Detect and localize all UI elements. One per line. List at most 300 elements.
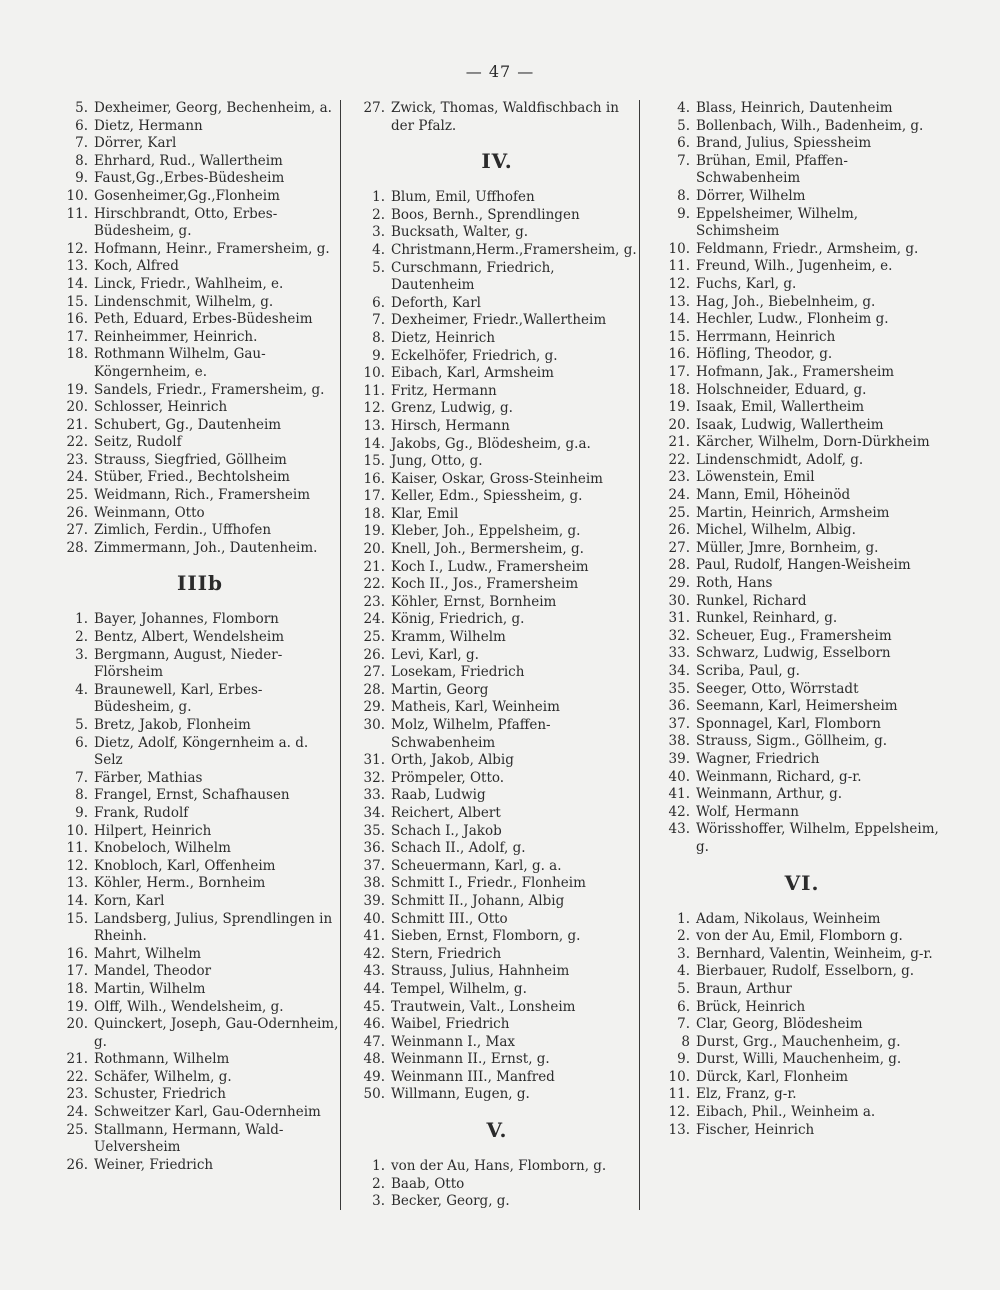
list-item: [662, 522, 942, 540]
entry-text: Reinheimmer, Heinrich.: [94, 328, 258, 345]
entry-number: 3.: [372, 224, 385, 241]
list-item: [60, 840, 340, 858]
list-item: [662, 999, 942, 1017]
entry-text: Baab, Otto: [391, 1175, 465, 1192]
list-item: [357, 963, 637, 981]
entry-number: 43.: [363, 963, 385, 980]
list-item: [60, 823, 340, 841]
entry-number: 38.: [668, 733, 690, 750]
entry-text: Stüber, Fried., Bechtolsheim: [94, 469, 290, 486]
list-item: [60, 346, 340, 381]
entry-number: 22.: [363, 576, 385, 593]
list-item: [357, 471, 637, 489]
entry-number: 3.: [75, 646, 88, 663]
entry-number: 31.: [668, 610, 690, 627]
entry-text: Herrmann, Heinrich: [696, 328, 836, 345]
entry-number: 20.: [363, 541, 385, 558]
list-item: [662, 1016, 942, 1034]
entry-number: 28.: [668, 557, 690, 574]
entry-text: Rothmann, Wilhelm: [94, 1051, 230, 1068]
entry-number: 42.: [668, 803, 690, 820]
entry-number: 13.: [668, 293, 690, 310]
list-item: [357, 488, 637, 506]
entry-text: Frangel, Ernst, Schafhausen: [94, 787, 290, 804]
list-item: [662, 382, 942, 400]
list-item: [357, 541, 637, 559]
entry-number: 34.: [668, 663, 690, 679]
entry-text: Bucksath, Walter, g.: [391, 224, 529, 241]
entry-number: 22.: [66, 434, 88, 451]
entry-number: 27.: [363, 664, 385, 681]
entry-number: 9.: [372, 347, 385, 364]
list-item: [662, 610, 942, 628]
entry-text: Levi, Karl, g.: [391, 646, 479, 663]
entry-number: 7.: [372, 312, 385, 329]
entry-text: Klar, Emil: [391, 505, 459, 522]
entry-text: Weidmann, Rich., Framersheim: [94, 487, 310, 504]
entry-text: Prömpeler, Otto.: [391, 769, 505, 786]
entry-number: 29.: [668, 575, 690, 592]
list-item: [662, 1086, 942, 1104]
entry-text: Zimmermann, Joh., Dautenheim.: [94, 539, 318, 556]
entry-number: 23.: [363, 593, 385, 610]
list-item: [60, 946, 340, 964]
entry-text: Eppelsheimer, Wilhelm, Schimsheim: [696, 205, 859, 240]
entry-text: Martin, Heinrich, Armsheim: [696, 504, 890, 521]
list-item: [357, 1034, 637, 1052]
entry-number: 1.: [75, 611, 88, 628]
entry-number: 11.: [66, 205, 88, 222]
list-item: [662, 241, 942, 259]
entry-number: 20.: [66, 399, 88, 416]
entry-text: Brand, Julius, Spiessheim: [696, 135, 872, 152]
list-item: [662, 1034, 942, 1052]
list-item: [357, 260, 637, 295]
entry-text: Keller, Edm., Spiessheim, g.: [391, 488, 583, 505]
entry-number: 18.: [66, 346, 88, 363]
entry-text: Trautwein, Valt., Lonsheim: [391, 998, 576, 1015]
entry-text: Hag, Joh., Biebelnheim, g.: [696, 293, 876, 310]
entry-number: 12.: [668, 275, 690, 292]
list-item: [60, 522, 340, 540]
entry-text: Schuster, Friedrich: [94, 1086, 226, 1103]
list-item: [60, 135, 340, 153]
entry-text: Koch, Alfred: [94, 258, 179, 275]
list-item: [60, 717, 340, 735]
entry-number: 6.: [75, 117, 88, 134]
entry-number: 21.: [66, 416, 88, 433]
list-item: [357, 506, 637, 524]
page-number: — 47 —: [465, 62, 535, 81]
entry-number: 16.: [363, 470, 385, 487]
entry-number: 26.: [66, 504, 88, 521]
list-item: [60, 469, 340, 487]
list-item: [60, 981, 340, 999]
list-item: [662, 981, 942, 999]
list-item: [357, 664, 637, 682]
entry-text: Scriba, Paul, g.: [696, 663, 800, 679]
list-item: [662, 628, 942, 646]
entry-text: Becker, Georg, g.: [391, 1193, 510, 1210]
entry-text: Eibach, Karl, Armsheim: [391, 365, 554, 382]
entry-number: 2.: [372, 1175, 385, 1192]
list-item: [662, 821, 942, 856]
list-item: [60, 241, 340, 259]
entry-text: Müller, Jmre, Bornheim, g.: [696, 539, 879, 556]
list-item: [662, 153, 942, 188]
list-item: [60, 153, 340, 171]
list-item: [357, 682, 637, 700]
list-item: [60, 858, 340, 876]
list-item: [357, 436, 637, 454]
entry-text: Kleber, Joh., Eppelsheim, g.: [391, 523, 581, 540]
list-item: [357, 629, 637, 647]
list-item: [662, 804, 942, 822]
entry-number: 29.: [363, 699, 385, 716]
entry-text: Schäfer, Wilhelm, g.: [94, 1068, 232, 1085]
list-item: [357, 418, 637, 436]
list-item: [662, 1069, 942, 1087]
entry-number: 3.: [677, 945, 690, 962]
list-item: [60, 1051, 340, 1069]
list-item: [60, 1122, 340, 1157]
column-divider: [639, 100, 640, 1210]
entry-text: Stallmann, Hermann, Wald-Uelversheim: [94, 1121, 284, 1156]
entry-text: Fischer, Heinrich: [696, 1121, 815, 1138]
entry-number: 35.: [668, 680, 690, 697]
entry-number: 19.: [363, 523, 385, 540]
entry-text: Adam, Nikolaus, Weinheim: [696, 910, 881, 927]
entry-number: 31.: [363, 752, 385, 769]
entry-number: 15.: [668, 328, 690, 345]
list-item: [662, 206, 942, 241]
list-item: [357, 1158, 637, 1176]
entry-text: Runkel, Richard: [696, 592, 807, 609]
entry-number: 14.: [66, 892, 88, 909]
entry-text: Lindenschmit, Wilhelm, g.: [94, 293, 274, 310]
entry-number: 28.: [363, 681, 385, 698]
list-item: [60, 118, 340, 136]
list-item: [60, 487, 340, 505]
entry-number: 17.: [668, 363, 690, 380]
entry-text: Strauss, Julius, Hahnheim: [391, 963, 570, 980]
entry-text: Sponnagel, Karl, Flomborn: [696, 715, 882, 732]
entry-text: Dietz, Heinrich: [391, 329, 496, 346]
list-item: [662, 751, 942, 769]
list-item: [60, 1104, 340, 1122]
entry-text: Lindenschmidt, Adolf, g.: [696, 451, 864, 468]
entry-text: Mann, Emil, Höheinöd: [696, 487, 851, 504]
list-item: [662, 963, 942, 981]
entry-number: 6.: [372, 294, 385, 311]
entry-number: 25.: [66, 487, 88, 504]
entry-number: 41.: [363, 928, 385, 945]
entry-number: 48.: [363, 1051, 385, 1068]
entry-text: Schwarz, Ludwig, Esselborn: [696, 645, 891, 662]
entry-number: 2.: [372, 206, 385, 223]
entry-text: Losekam, Friedrich: [391, 664, 525, 681]
entry-text: Isaak, Emil, Wallertheim: [696, 399, 865, 416]
list-item: [357, 1069, 637, 1087]
entry-text: Strauss, Sigm., Göllheim, g.: [696, 733, 888, 750]
entry-text: Ehrhard, Rud., Wallertheim: [94, 152, 283, 169]
entry-number: 9.: [75, 804, 88, 821]
entry-number: 12.: [363, 400, 385, 417]
entry-number: 1.: [372, 189, 385, 206]
list-item: [662, 258, 942, 276]
entry-number: 14.: [668, 311, 690, 328]
entry-text: Weinmann, Otto: [94, 504, 205, 521]
entry-number: 7.: [677, 152, 690, 169]
entry-number: 13.: [66, 258, 88, 275]
entry-number: 8.: [372, 329, 385, 346]
entry-number: 4.: [677, 963, 690, 980]
entry-text: Fritz, Hermann: [391, 382, 497, 399]
list-item: [357, 576, 637, 594]
entry-text: Hilpert, Heinrich: [94, 822, 212, 839]
list-item: [60, 170, 340, 188]
entry-text: Sandels, Friedr., Framersheim, g.: [94, 381, 325, 398]
list-item: [662, 593, 942, 611]
list-item: [662, 681, 942, 699]
list-item: [60, 911, 340, 946]
list-item: [60, 787, 340, 805]
entry-text: Bierbauer, Rudolf, Esselborn, g.: [696, 963, 915, 980]
entry-number: 13.: [363, 417, 385, 434]
entry-text: Dexheimer, Georg, Bechenheim, a.: [94, 100, 332, 116]
entry-text: Schach I., Jakob: [391, 822, 502, 839]
entry-text: Schubert, Gg., Dautenheim: [94, 416, 282, 433]
entry-number: 19.: [66, 381, 88, 398]
list-item: [357, 383, 637, 401]
entry-number: 35.: [363, 822, 385, 839]
entry-number: 11.: [668, 258, 690, 275]
entry-text: Rothmann Wilhelm, Gau-Köngernheim, e.: [94, 346, 266, 380]
entry-number: 25.: [668, 504, 690, 521]
list-item: [357, 1193, 637, 1211]
entry-text: Hirschbrandt, Otto, Erbes-Büdesheim, g.: [94, 205, 278, 240]
list-item: [662, 188, 942, 206]
list-item: [357, 981, 637, 999]
entry-text: Orth, Jakob, Albig: [391, 752, 514, 769]
list-item: [60, 399, 340, 417]
entry-text: Fuchs, Karl, g.: [696, 275, 797, 292]
entry-number: 27.: [363, 100, 385, 116]
entry-text: Färber, Mathias: [94, 769, 203, 786]
list-item: [357, 858, 637, 876]
entry-text: Peth, Eduard, Erbes-Büdesheim: [94, 311, 313, 328]
entry-number: 24.: [363, 611, 385, 628]
entry-text: Bretz, Jakob, Flonheim: [94, 717, 251, 733]
entry-text: Landsberg, Julius, Sprendlingen in Rheinh.: [94, 910, 333, 945]
entry-number: 32.: [668, 627, 690, 644]
entry-number: 5.: [677, 980, 690, 997]
list-item: [662, 505, 942, 523]
list-item: [60, 294, 340, 312]
entry-text: Blum, Emil, Uffhofen: [391, 189, 535, 206]
list-item: [357, 875, 637, 893]
entry-text: Weinmann III., Manfred: [391, 1068, 555, 1085]
entry-text: Jung, Otto, g.: [391, 453, 483, 470]
list-item: [60, 188, 340, 206]
list-item: [357, 805, 637, 823]
list-item: [357, 312, 637, 330]
entry-number: 6.: [677, 135, 690, 152]
list-item: [60, 805, 340, 823]
list-item: [357, 224, 637, 242]
entry-text: Braun, Arthur: [696, 980, 792, 997]
list-item: [662, 1051, 942, 1069]
list-item: [662, 557, 942, 575]
list-item: [662, 364, 942, 382]
entry-number: 40.: [668, 768, 690, 785]
list-item: [60, 540, 340, 558]
list-item: [60, 1086, 340, 1104]
entry-text: Martin, Wilhelm: [94, 980, 206, 997]
list-item: [60, 647, 340, 682]
list-item: [60, 999, 340, 1017]
section-heading: VI.: [784, 870, 820, 895]
list-item: [60, 206, 340, 241]
list-item: [357, 207, 637, 225]
column-divider: [340, 100, 341, 1210]
entry-number: 24.: [66, 469, 88, 486]
entry-text: Raab, Ludwig: [391, 787, 486, 804]
entry-text: Eibach, Phil., Weinheim a.: [696, 1104, 876, 1121]
entry-number: 8: [681, 1033, 690, 1050]
entry-text: Bergmann, August, Nieder-Flörsheim: [94, 646, 283, 681]
entry-text: Weinmann, Richard, g-r.: [696, 768, 862, 785]
entry-text: Wolf, Hermann: [696, 803, 799, 820]
entry-number: 9.: [75, 170, 88, 187]
list-item: [60, 311, 340, 329]
entry-number: 24.: [668, 487, 690, 504]
list-item: [662, 346, 942, 364]
entry-number: 7.: [75, 135, 88, 152]
entry-text: Kramm, Wilhelm: [391, 629, 506, 646]
list-item: [662, 946, 942, 964]
entry-number: 25.: [66, 1121, 88, 1138]
entry-number: 33.: [363, 787, 385, 804]
entry-text: Schweitzer Karl, Gau-Odernheim: [94, 1104, 321, 1121]
entry-text: Christmann,Herm.,Framersheim, g.: [391, 241, 637, 258]
list-item: [60, 276, 340, 294]
list-item: [60, 875, 340, 893]
entry-text: Boos, Bernh., Sprendlingen: [391, 206, 580, 223]
entry-text: Blass, Heinrich, Dautenheim: [696, 100, 893, 116]
entry-text: Knell, Joh., Bermersheim, g.: [391, 541, 584, 558]
entry-text: Deforth, Karl: [391, 294, 481, 311]
list-item: [60, 1069, 340, 1087]
list-item: [662, 329, 942, 347]
list-item: [662, 487, 942, 505]
entry-number: 24.: [66, 1104, 88, 1121]
entry-text: Dexheimer, Friedr.,Wallertheim: [391, 312, 607, 329]
list-item: [60, 505, 340, 523]
entry-number: 50.: [363, 1086, 385, 1103]
entry-text: Schmitt I., Friedr., Flonheim: [391, 875, 586, 892]
entry-number: 13.: [66, 875, 88, 892]
entry-number: 3.: [372, 1193, 385, 1210]
entry-number: 7.: [677, 1016, 690, 1033]
entry-number: 10.: [66, 822, 88, 839]
entry-text: Bollenbach, Wilh., Badenheim, g.: [696, 117, 924, 134]
entry-text: Roth, Hans: [696, 575, 773, 592]
list-item: [60, 417, 340, 435]
column-2: [357, 100, 637, 1211]
list-item: [357, 559, 637, 577]
entry-number: 23.: [66, 1086, 88, 1103]
entry-text: Michel, Wilhelm, Albig.: [696, 522, 856, 539]
entry-text: Bentz, Albert, Wendelsheim: [94, 629, 285, 646]
entry-text: Löwenstein, Emil: [696, 469, 815, 486]
entry-number: 10.: [668, 1068, 690, 1085]
entry-text: Bernhard, Valentin, Weinheim, g-r.: [696, 945, 933, 962]
entry-number: 15.: [66, 293, 88, 310]
entry-text: Mahrt, Wilhelm: [94, 945, 202, 962]
entry-text: von der Au, Emil, Flomborn g.: [696, 928, 903, 945]
list-item: [60, 452, 340, 470]
list-item: [662, 575, 942, 593]
entry-number: 9.: [677, 205, 690, 222]
entry-number: 45.: [363, 998, 385, 1015]
entry-text: Runkel, Reinhard, g.: [696, 610, 838, 627]
entry-text: Eckelhöfer, Friedrich, g.: [391, 347, 558, 364]
entry-number: 44.: [363, 980, 385, 997]
entry-text: Dietz, Adolf, Köngernheim a. d. Selz: [94, 734, 309, 769]
list-item: [357, 453, 637, 471]
entry-text: Hechler, Ludw., Flonheim g.: [696, 311, 889, 328]
entry-text: Köhler, Ernst, Bornheim: [391, 593, 557, 610]
entry-text: Strauss, Siegfried, Göllheim: [94, 451, 287, 468]
entry-number: 13.: [668, 1121, 690, 1138]
entry-text: Faust,Gg.,Erbes-Büdesheim: [94, 170, 285, 187]
entry-text: König, Friedrich, g.: [391, 611, 525, 628]
list-item: [662, 733, 942, 751]
entry-number: 19.: [668, 399, 690, 416]
entry-number: 8.: [75, 152, 88, 169]
entry-number: 16.: [66, 311, 88, 328]
entry-number: 32.: [363, 769, 385, 786]
entry-number: 12.: [668, 1104, 690, 1121]
entry-number: 8.: [677, 187, 690, 204]
entry-number: 22.: [66, 1068, 88, 1085]
entry-number: 42.: [363, 945, 385, 962]
entry-text: Kärcher, Wilhelm, Dorn-Dürkheim: [696, 434, 930, 451]
entry-text: Köhler, Herm., Bornheim: [94, 875, 266, 892]
list-item: [662, 417, 942, 435]
entry-text: Weinmann, Arthur, g.: [696, 786, 843, 803]
entry-number: 26.: [66, 1156, 88, 1173]
entry-number: 19.: [66, 998, 88, 1015]
list-item: [357, 594, 637, 612]
list-item: [357, 365, 637, 383]
entry-number: 20.: [66, 1016, 88, 1033]
list-item: [662, 716, 942, 734]
entry-number: 28.: [66, 539, 88, 556]
entry-number: 18.: [363, 505, 385, 522]
list-item: [60, 629, 340, 647]
entry-text: Höfling, Theodor, g.: [696, 346, 833, 363]
entry-text: Koch I., Ludw., Framersheim: [391, 558, 589, 575]
list-item: [662, 928, 942, 946]
list-item: [357, 928, 637, 946]
list-item: [662, 1104, 942, 1122]
entry-number: 9.: [677, 1051, 690, 1068]
entry-text: Dietz, Hermann: [94, 117, 203, 134]
list-item: [60, 434, 340, 452]
entry-text: Olff, Wilh., Wendelsheim, g.: [94, 998, 284, 1015]
